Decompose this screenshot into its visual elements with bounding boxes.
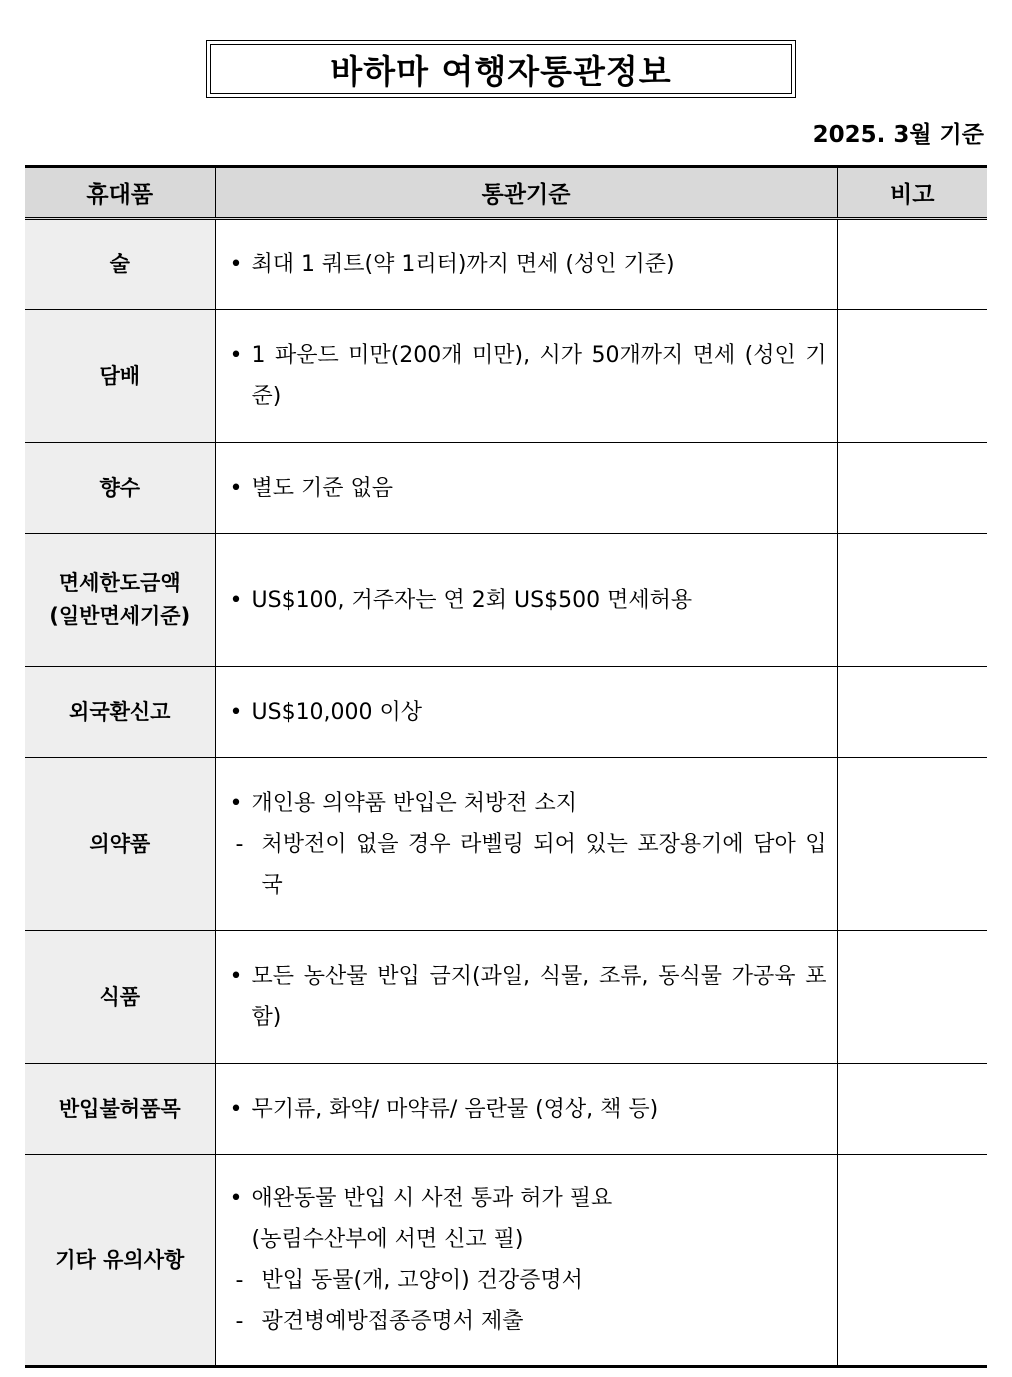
criteria-text: 최대 1 쿼트(약 1리터)까지 면세 (성인 기준) — [251, 252, 675, 277]
criteria-text: 별도 기준 없음 — [251, 475, 393, 501]
criteria-bullet-item — [230, 783, 827, 824]
item-name: 기타 유의사항 — [55, 1247, 185, 1272]
table-row — [25, 931, 987, 1064]
dash-marker: - — [235, 1268, 244, 1293]
criteria-cell — [215, 443, 837, 534]
criteria-bullet-item — [230, 335, 827, 417]
reference-date: 2025. 3월 기준 — [812, 122, 984, 148]
table-row — [25, 1155, 987, 1367]
criteria-bullet-item — [230, 468, 827, 509]
criteria-cell — [215, 758, 837, 931]
criteria-text: 처방전이 없을 경우 라벨링 되어 있는 포장용기에 담아 입국 — [261, 831, 827, 898]
note-cell — [837, 219, 987, 310]
item-name: 의약품 — [89, 831, 151, 856]
bullet-marker: • — [229, 587, 243, 613]
header-criteria: 통관기준 — [215, 167, 837, 219]
criteria-text: 1 파운드 미만(200개 미만), 시가 50개까지 면세 (성인 기준) — [251, 343, 827, 409]
bullet-marker: • — [229, 790, 243, 816]
dash-marker: - — [235, 1309, 244, 1334]
table-row — [25, 310, 987, 443]
bullet-marker: • — [229, 699, 243, 725]
item-name: 반입불허품목 — [58, 1096, 181, 1121]
criteria-text: 개인용 의약품 반입은 처방전 소지 — [251, 790, 578, 816]
note-cell — [837, 310, 987, 443]
customs-table — [25, 165, 987, 1368]
dash-marker: - — [235, 831, 244, 857]
criteria-cell — [215, 310, 837, 443]
criteria-continuation: (농림수산부에 서면 신고 필) — [251, 1227, 524, 1252]
item-cell — [25, 310, 215, 443]
criteria-bullet-item — [230, 956, 827, 1038]
note-cell — [837, 1064, 987, 1155]
title-box — [206, 40, 796, 98]
criteria-cell — [215, 1155, 837, 1367]
bullet-marker: • — [229, 252, 243, 277]
item-name-sub: (일반면세기준) — [49, 604, 191, 628]
table-row — [25, 219, 987, 310]
criteria-bullet-item — [230, 580, 827, 621]
bullet-marker: • — [229, 343, 243, 368]
criteria-sub-item — [230, 1260, 827, 1301]
criteria-cell — [215, 931, 837, 1064]
note-cell — [837, 758, 987, 931]
item-name: 면세한도금액 — [58, 571, 181, 596]
item-name: 외국환신고 — [69, 699, 171, 724]
page-title: 바하마 여행자통관정보 — [210, 44, 792, 94]
table-header-row — [25, 167, 987, 219]
criteria-text: 애완동물 반입 시 사전 통과 허가 필요 — [251, 1186, 613, 1211]
bullet-marker: • — [229, 964, 243, 989]
item-cell — [25, 667, 215, 758]
item-cell — [25, 1064, 215, 1155]
note-cell — [837, 1155, 987, 1367]
bullet-marker: • — [229, 475, 243, 501]
item-cell — [25, 931, 215, 1064]
criteria-bullet-item — [230, 1089, 827, 1130]
note-cell — [837, 667, 987, 758]
criteria-bullet-item — [230, 692, 827, 733]
item-cell — [25, 443, 215, 534]
criteria-text: US$100, 거주자는 연 2회 US$500 면세허용 — [251, 587, 693, 613]
item-name: 향수 — [99, 475, 141, 500]
item-cell — [25, 758, 215, 931]
table-row — [25, 758, 987, 931]
item-cell — [25, 534, 215, 667]
criteria-cell — [215, 667, 837, 758]
criteria-text: US$10,000 이상 — [251, 699, 423, 725]
criteria-cell — [215, 219, 837, 310]
item-name: 담배 — [99, 363, 141, 388]
criteria-text: 광견병예방접종증명서 제출 — [261, 1309, 524, 1334]
table-row — [25, 667, 987, 758]
bullet-marker: • — [229, 1096, 243, 1122]
criteria-bullet-item — [230, 244, 827, 285]
note-cell — [837, 931, 987, 1064]
criteria-bullet-item — [230, 1178, 827, 1219]
table-body — [25, 219, 987, 1367]
criteria-text: 모든 농산물 반입 금지(과일, 식물, 조류, 동식물 가공육 포함) — [251, 964, 827, 1030]
criteria-text: 반입 동물(개, 고양이) 건강증명서 — [261, 1268, 583, 1293]
table-row — [25, 443, 987, 534]
item-cell — [25, 1155, 215, 1367]
item-name: 식품 — [99, 984, 141, 1009]
criteria-sub-item — [230, 1301, 827, 1342]
item-name: 술 — [109, 252, 130, 277]
header-item: 휴대품 — [25, 167, 215, 219]
criteria-cell — [215, 534, 837, 667]
note-cell — [837, 534, 987, 667]
item-cell — [25, 219, 215, 310]
criteria-sub-item — [230, 824, 827, 906]
bullet-marker: • — [229, 1186, 243, 1211]
note-cell — [837, 443, 987, 534]
header-note: 비고 — [837, 167, 987, 219]
table-row — [25, 1064, 987, 1155]
criteria-cell — [215, 1064, 837, 1155]
table-row — [25, 534, 987, 667]
criteria-text: 무기류, 화약/ 마약류/ 음란물 (영상, 책 등) — [251, 1096, 659, 1122]
